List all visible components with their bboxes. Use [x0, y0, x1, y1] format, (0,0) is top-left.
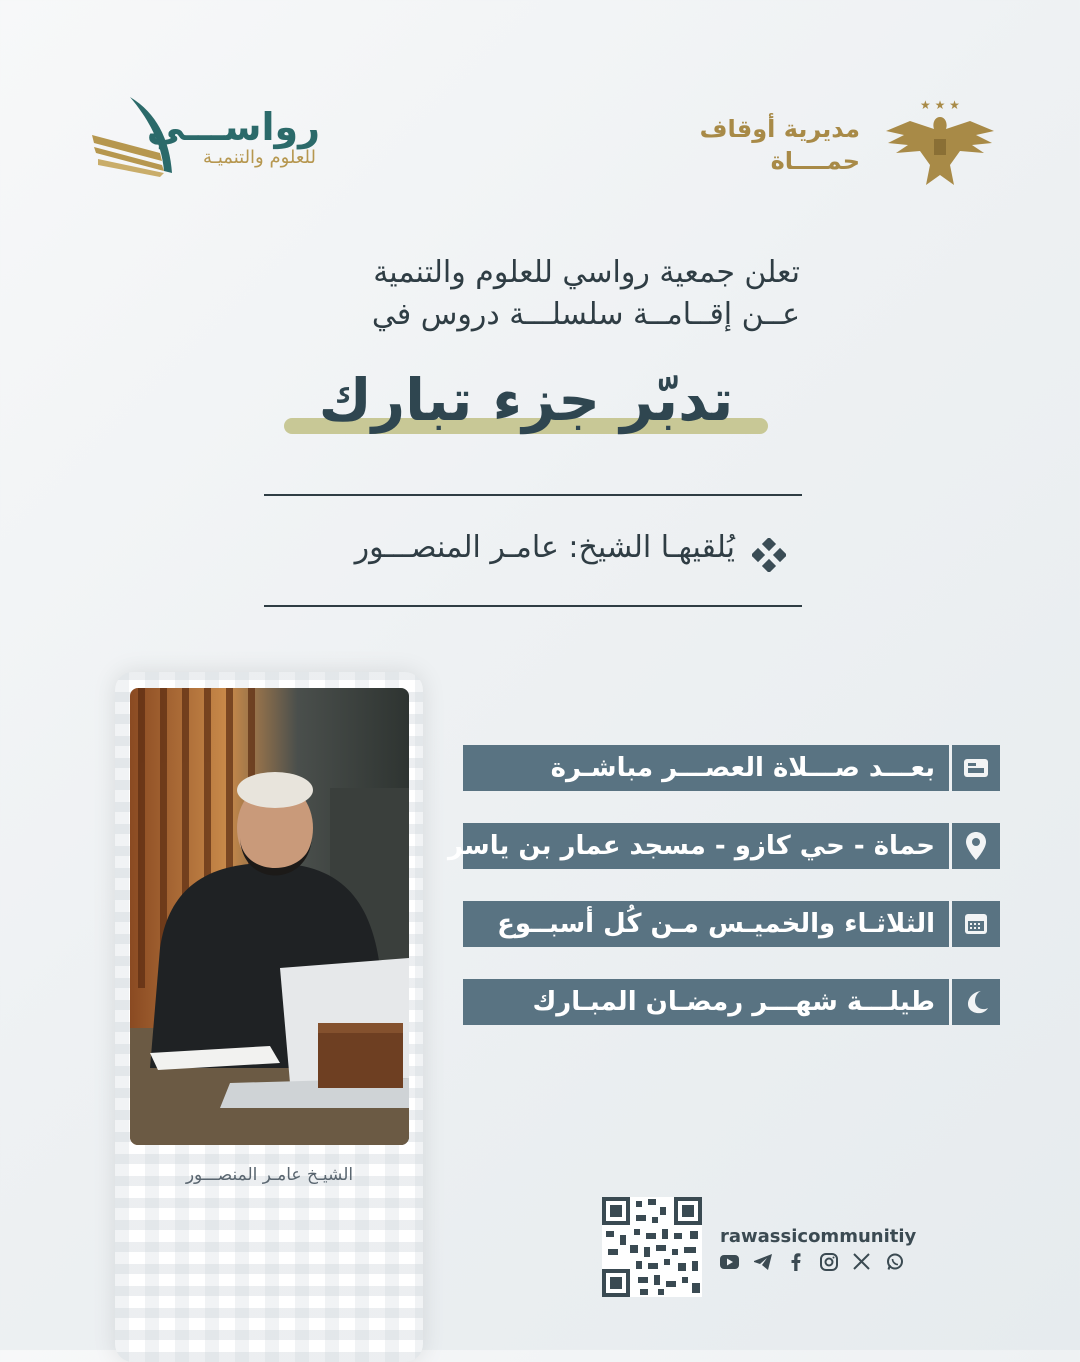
social-handle[interactable]: rawassicommunitiy: [720, 1226, 917, 1247]
divider-bottom: [264, 605, 802, 607]
detail-text: طيلـــة شهـــر رمضـان المبـارك: [532, 987, 935, 1017]
detail-text: الثلاثـاء والخميـس مـن كُل أسبــوع: [497, 909, 935, 939]
svg-text:★ ★ ★: ★ ★ ★: [920, 98, 960, 112]
x-icon[interactable]: [852, 1252, 871, 1271]
facebook-icon[interactable]: [786, 1252, 805, 1271]
whatsapp-icon[interactable]: [885, 1252, 904, 1271]
instagram-icon[interactable]: [819, 1252, 838, 1271]
location-pin-icon: [952, 823, 1000, 869]
detail-row-location: [448, 823, 1000, 869]
detail-row-days: [463, 901, 1000, 947]
qr-code[interactable]: [602, 1197, 702, 1297]
speaker-line: يُلقيهـا الشيخ: عامـر المنصـــور: [354, 530, 735, 565]
telegram-icon[interactable]: [753, 1252, 772, 1271]
speaker-photo: [130, 688, 409, 1145]
intro-line-1: تعلن جمعية رواسي للعلوم والتنمية: [373, 255, 800, 290]
detail-row-duration: [463, 979, 1000, 1025]
awqaf-logo: [699, 95, 1000, 190]
rawassi-subtitle: للعلوم والتنميـة: [202, 147, 316, 168]
intro-line-2: عــن إقــامــة سلسلـــة دروس في: [371, 297, 800, 332]
social-icons: [720, 1252, 904, 1271]
awqaf-name: مديرية أوقاف: [699, 115, 860, 143]
detail-text: بعـــد صـــلاة العصـــر مباشـرة: [550, 753, 935, 783]
diamond-icon: [752, 538, 786, 572]
rawassi-name: رواســـي: [146, 105, 320, 149]
photo-caption: الشيـخ عامـر المنصـــور: [185, 1165, 354, 1185]
eagle-icon: [880, 95, 1000, 190]
prayer-icon: [952, 745, 1000, 791]
divider-top: [264, 494, 802, 496]
series-title: تدبّر جزء تبارك: [318, 366, 734, 434]
calendar-icon: [952, 901, 1000, 947]
rawassi-logo: [90, 95, 330, 180]
detail-row-time: [463, 745, 1000, 791]
youtube-icon[interactable]: [720, 1252, 739, 1271]
detail-text: حماة - حي كازو - مسجد عمار بن ياسر: [448, 831, 935, 861]
awqaf-city: حمــــاة: [770, 147, 860, 175]
crescent-moon-icon: [952, 979, 1000, 1025]
